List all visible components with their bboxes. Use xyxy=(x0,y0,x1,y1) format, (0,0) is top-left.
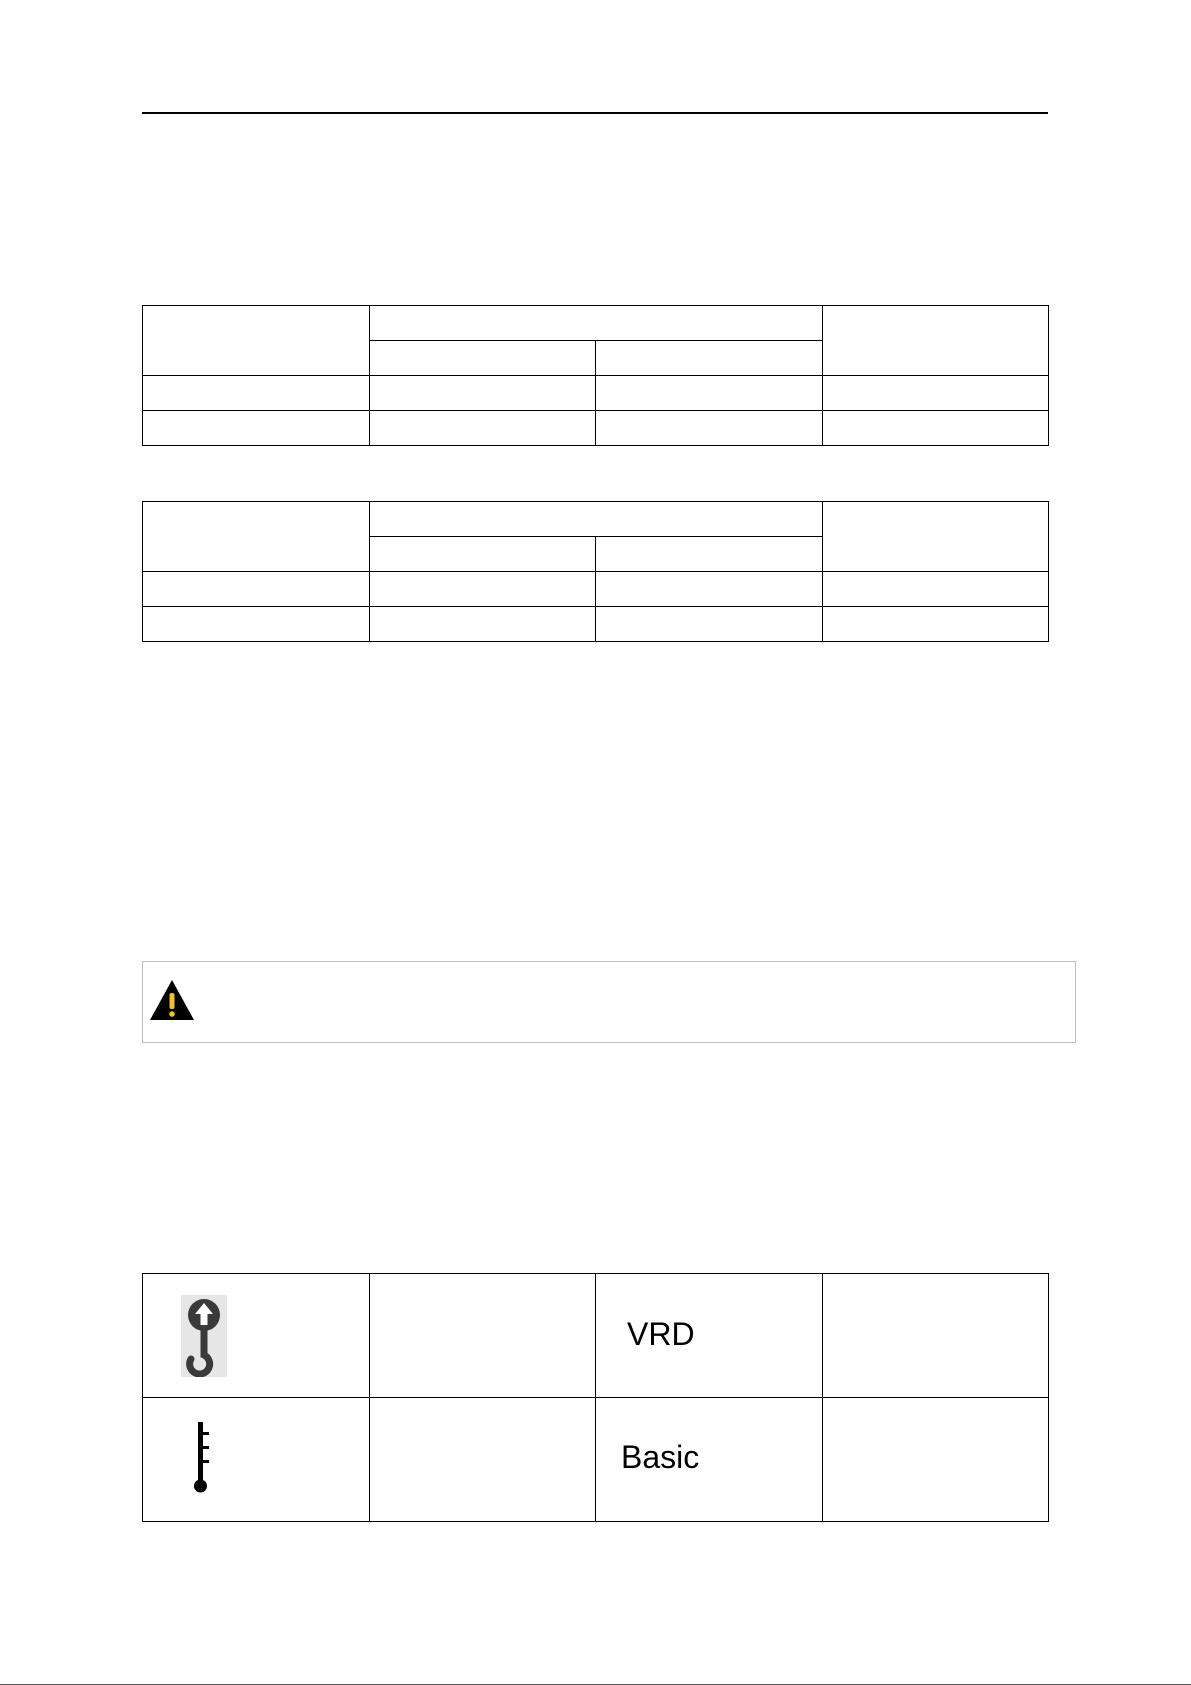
icon-cell xyxy=(143,1398,370,1522)
icon-cell xyxy=(143,1274,370,1398)
table-cell xyxy=(369,411,596,446)
warning-triangle-icon xyxy=(149,979,195,1021)
lift-hook-icon xyxy=(181,1295,227,1377)
table-row xyxy=(143,1274,1049,1398)
table-cell xyxy=(596,411,823,446)
table-row xyxy=(143,607,1049,642)
mode-cell xyxy=(596,1274,823,1398)
table-cell xyxy=(822,502,1049,572)
table-cell xyxy=(822,411,1049,446)
warning-box xyxy=(142,961,1076,1043)
table-cell xyxy=(822,1398,1049,1522)
header-rule xyxy=(142,112,1048,114)
table-cell xyxy=(369,1274,596,1398)
table-row xyxy=(143,572,1049,607)
table-row xyxy=(143,1398,1049,1522)
table-row xyxy=(143,376,1049,411)
table-cell xyxy=(143,306,370,376)
table-cell xyxy=(596,607,823,642)
table-cell xyxy=(143,572,370,607)
table-cell xyxy=(822,376,1049,411)
mode-cell xyxy=(596,1398,823,1522)
table-cell xyxy=(369,607,596,642)
mode-icon-table xyxy=(142,1273,1049,1522)
table-cell xyxy=(369,1398,596,1522)
table-cell xyxy=(596,341,823,376)
mode-label-basic: Basic xyxy=(621,1439,700,1475)
table-cell xyxy=(369,572,596,607)
table-cell xyxy=(596,572,823,607)
thermometer-icon xyxy=(188,1422,214,1494)
mode-label-vrd: VRD xyxy=(627,1316,695,1352)
table-cell xyxy=(143,411,370,446)
table-cell xyxy=(143,502,370,572)
table-cell xyxy=(822,306,1049,376)
table-cell xyxy=(822,1274,1049,1398)
table-cell xyxy=(596,537,823,572)
table-cell xyxy=(143,376,370,411)
table-cell xyxy=(143,607,370,642)
table-cell xyxy=(596,376,823,411)
table-cell xyxy=(369,341,596,376)
table-row xyxy=(143,411,1049,446)
table-cell xyxy=(822,607,1049,642)
table-cell xyxy=(822,572,1049,607)
table-cell xyxy=(369,306,822,341)
table-cell xyxy=(369,376,596,411)
spec-table-1 xyxy=(142,305,1049,446)
table-cell xyxy=(369,537,596,572)
table-cell xyxy=(369,502,822,537)
spec-table-2 xyxy=(142,501,1049,642)
